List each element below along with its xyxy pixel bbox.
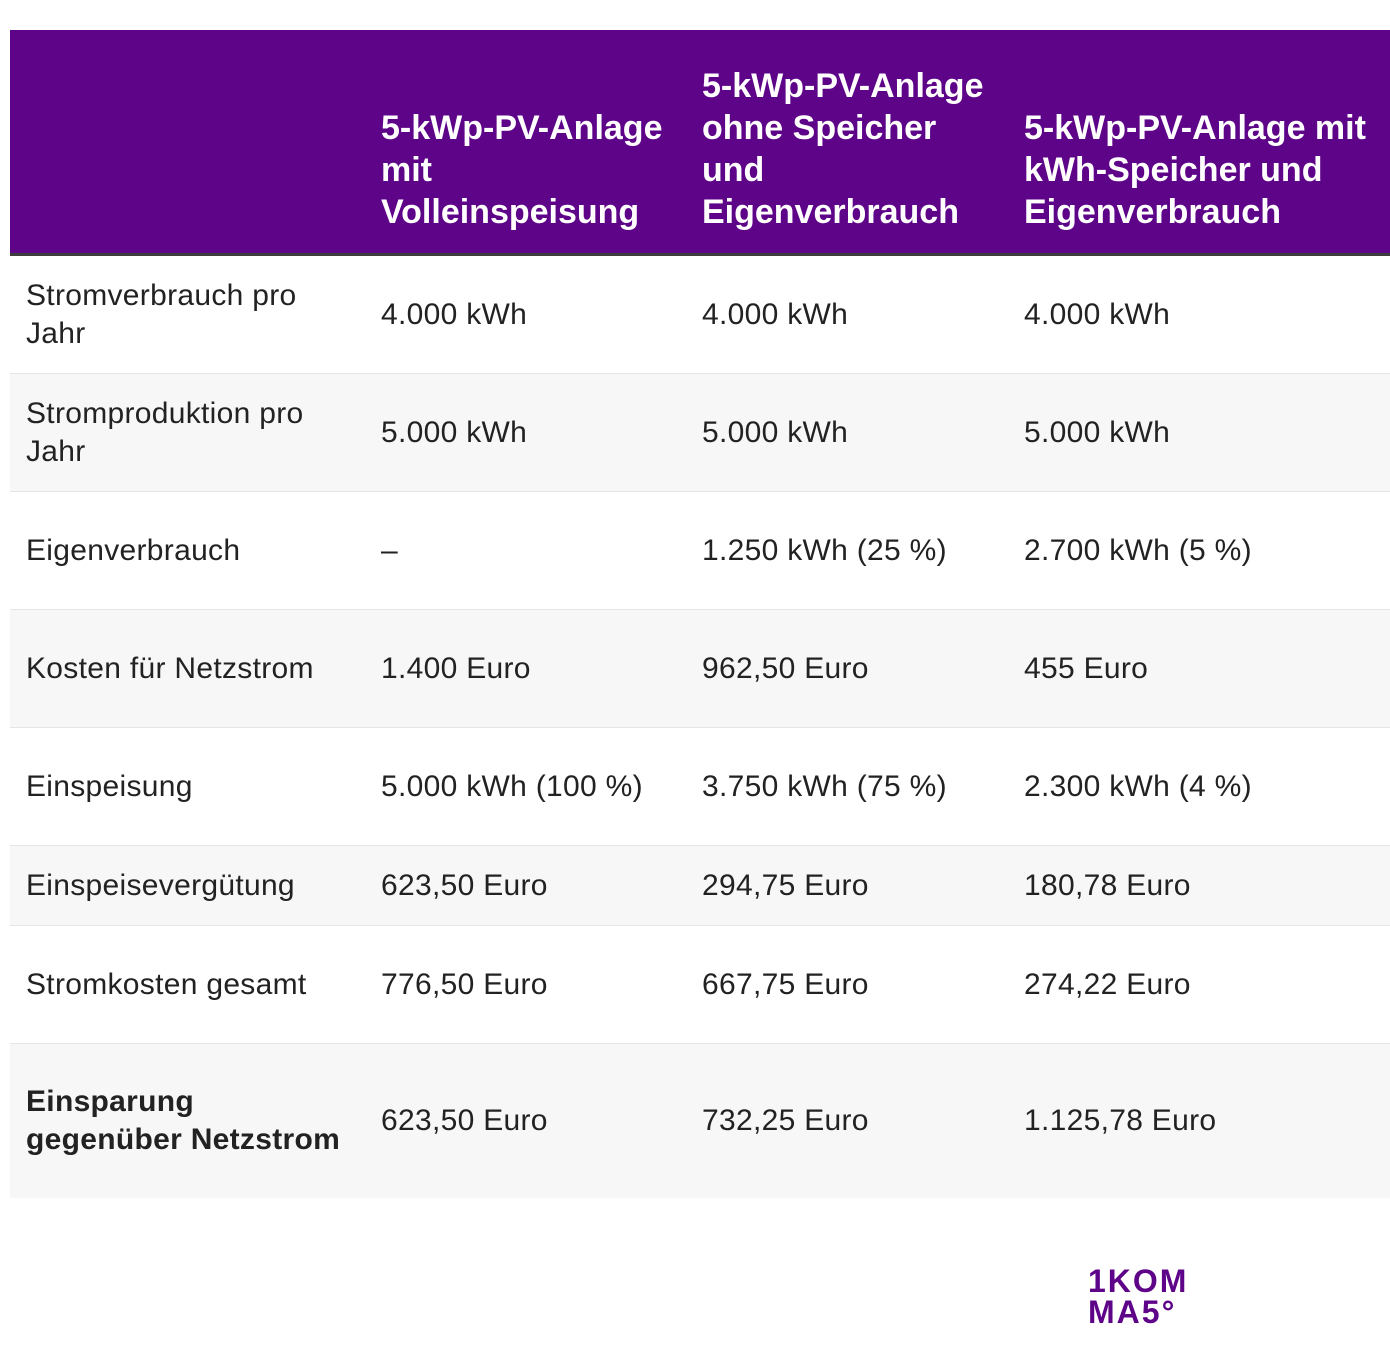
cell-value: 1.125,78 Euro bbox=[1008, 1044, 1390, 1199]
row-label: Stromverbrauch pro Jahr bbox=[10, 255, 365, 374]
comparison-table-container bbox=[10, 30, 1366, 1198]
cell-value: 776,50 Euro bbox=[365, 926, 686, 1044]
table-row bbox=[10, 492, 1390, 610]
table-header-row bbox=[10, 30, 1390, 255]
row-label: Eigenverbrauch bbox=[10, 492, 365, 610]
row-label: Einsparung gegenüber Netzstrom bbox=[10, 1044, 365, 1199]
cell-value: 2.700 kWh (5 %) bbox=[1008, 492, 1390, 610]
cell-value: 4.000 kWh bbox=[1008, 255, 1390, 374]
cell-value: 667,75 Euro bbox=[686, 926, 1008, 1044]
cell-value: 732,25 Euro bbox=[686, 1044, 1008, 1199]
pv-comparison-table bbox=[10, 30, 1390, 1198]
logo-line-1: 1KOM bbox=[1088, 1263, 1189, 1299]
cell-value: 2.300 kWh (4 %) bbox=[1008, 728, 1390, 846]
cell-value: 623,50 Euro bbox=[365, 846, 686, 926]
table-row bbox=[10, 374, 1390, 492]
brand-logo bbox=[1088, 1263, 1208, 1330]
cell-value: 274,22 Euro bbox=[1008, 926, 1390, 1044]
cell-value: 294,75 Euro bbox=[686, 846, 1008, 926]
cell-value: 5.000 kWh bbox=[365, 374, 686, 492]
header-ohne-speicher: 5-kWp-PV-Anlage ohne Speicher und Eigenverbrauch bbox=[686, 30, 1008, 255]
row-label: Kosten für Netzstrom bbox=[10, 610, 365, 728]
cell-value: 4.000 kWh bbox=[365, 255, 686, 374]
cell-value: 5.000 kWh (100 %) bbox=[365, 728, 686, 846]
cell-value: 623,50 Euro bbox=[365, 1044, 686, 1199]
table-row bbox=[10, 728, 1390, 846]
table-row bbox=[10, 610, 1390, 728]
cell-value: 962,50 Euro bbox=[686, 610, 1008, 728]
cell-value: 5.000 kWh bbox=[1008, 374, 1390, 492]
header-volleinspeisung: 5-kWp-PV-Anlage mit Volleinspeisung bbox=[365, 30, 686, 255]
header-empty bbox=[10, 30, 365, 255]
table-row bbox=[10, 1044, 1390, 1199]
table-row bbox=[10, 846, 1390, 926]
header-mit-speicher: 5-kWp-PV-Anlage mit kWh-Speicher und Eigenverbrauch bbox=[1008, 30, 1390, 255]
cell-value: 180,78 Euro bbox=[1008, 846, 1390, 926]
row-label: Einspeisevergütung bbox=[10, 846, 365, 926]
cell-value: 4.000 kWh bbox=[686, 255, 1008, 374]
cell-value: 3.750 kWh (75 %) bbox=[686, 728, 1008, 846]
row-label: Stromkosten gesamt bbox=[10, 926, 365, 1044]
row-label: Stromproduktion pro Jahr bbox=[10, 374, 365, 492]
table-row bbox=[10, 926, 1390, 1044]
row-label: Einspeisung bbox=[10, 728, 365, 846]
cell-value: 1.250 kWh (25 %) bbox=[686, 492, 1008, 610]
cell-value: 455 Euro bbox=[1008, 610, 1390, 728]
cell-value: 1.400 Euro bbox=[365, 610, 686, 728]
cell-value: 5.000 kWh bbox=[686, 374, 1008, 492]
table-row bbox=[10, 255, 1390, 374]
logo-line-2: MA5° bbox=[1088, 1294, 1177, 1330]
cell-value: – bbox=[365, 492, 686, 610]
